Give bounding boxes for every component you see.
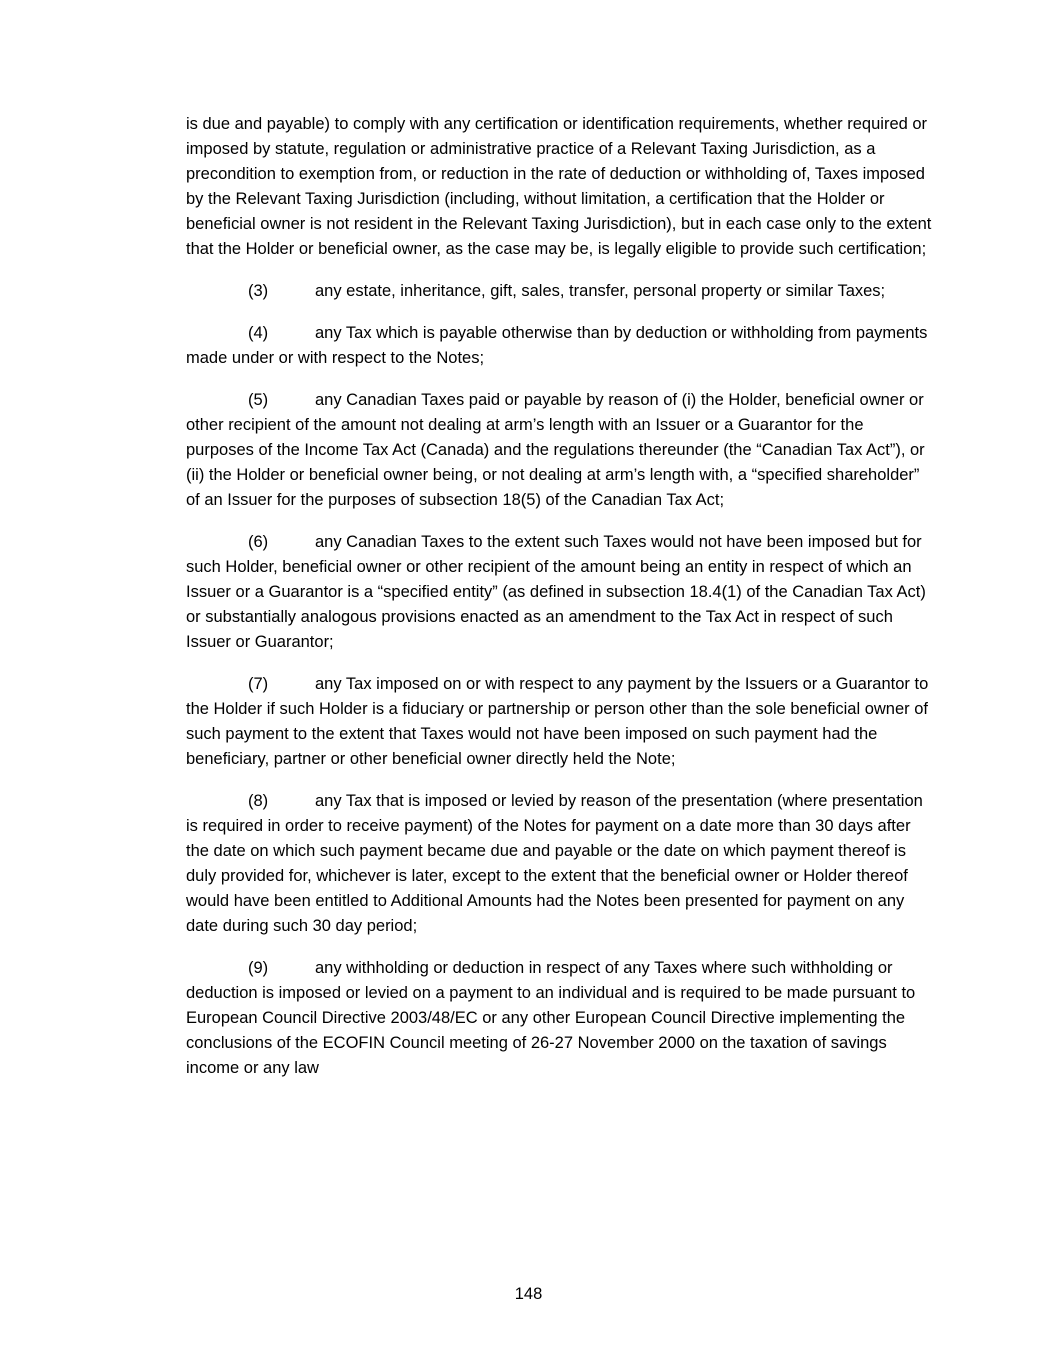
clause-7 (186, 672, 934, 772)
clause-number: (3) (248, 282, 269, 300)
clause-4 (186, 321, 934, 371)
paragraph-intro (186, 112, 934, 262)
clause-number: (9) (248, 959, 269, 977)
clause-text: any Canadian Taxes paid or payable by reason of (i) the Holder, beneficial owner or other recipient of the amount not dealing at arm’s length with an Issuer or a Guarantor for the purposes of the Income Tax Act (Canada) and the regulations thereunder (the “Canadian Tax Act”), or (ii) the Holder or beneficial owner being, or not dealing at arm’s length with, a “specified shareholder” of an Issuer for the purposes of subsection 18(5) of the Canadian Tax Act; (186, 391, 925, 509)
clause-text: any Canadian Taxes to the extent such Taxes would not have been imposed but for such Holder, beneficial owner or other recipient of the amount being an entity in respect of which an Issuer or a Guarantor is a “specified entity” (as defined in subsection 18.4(1) of the Canadian Tax Act) or substantially analogous provisions enacted as an amendment to the Tax Act in respect of such Issuer or Guarantor; (186, 533, 926, 651)
clause-text: any Tax imposed on or with respect to any payment by the Issuers or a Guarantor to the Holder if such Holder is a fiduciary or partnership or person other than the sole beneficial owner of such payment to the extent that Taxes would not have been imposed on such payment had the beneficiary, partner or other beneficial owner directly held the Note; (186, 675, 929, 768)
clause-text: any Tax which is payable otherwise than by deduction or withholding from payments made under or with respect to the Notes; (186, 324, 928, 367)
clause-6 (186, 530, 934, 655)
paragraph-text: is due and payable) to comply with any certification or identification requirements, whether required or imposed by statute, regulation or administrative practice of a Relevant Taxing Jurisdiction, as a precondition to exemption from, or reduction in the rate of deduction or withholding of, Taxes imposed by the Relevant Taxing Jurisdiction (including, without limitation, a certification that the Holder or beneficial owner is not resident in the Relevant Taxing Jurisdiction), but in each case only to the extent that the Holder or beneficial owner, as the case may be, is legally eligible to provide such certification; (186, 115, 932, 258)
clause-text: any withholding or deduction in respect of any Taxes where such withholding or deduction is imposed or levied on a payment to an individual and is required to be made pursuant to European Council Directive 2003/48/EC or any other European Council Directive implementing the conclusions of the ECOFIN Council meeting of 26-27 November 2000 on the taxation of savings income or any law (186, 959, 916, 1077)
clause-number: (7) (248, 675, 269, 693)
clause-9 (186, 956, 934, 1081)
clause-8 (186, 789, 934, 939)
page-number: 148 (514, 1285, 543, 1303)
clause-number: (4) (248, 324, 269, 342)
clause-text: any estate, inheritance, gift, sales, transfer, personal property or similar Taxes; (315, 282, 886, 300)
clause-text: any Tax that is imposed or levied by reason of the presentation (where presentation is required in order to receive payment) of the Notes for payment on a date more than 30 days after the date on which such payment became due and payable or the date on which payment thereof is duly provided for, whichever is later, except to the extent that the beneficial owner or Holder thereof would have been entitled to Additional Amounts had the Notes been presented for payment on any date during such 30 day period; (186, 792, 923, 935)
clause-number: (8) (248, 792, 269, 810)
document-content (186, 112, 934, 1098)
clause-number: (6) (248, 533, 269, 551)
clause-number: (5) (248, 391, 269, 409)
clause-5 (186, 388, 934, 513)
clause-3 (186, 279, 934, 304)
